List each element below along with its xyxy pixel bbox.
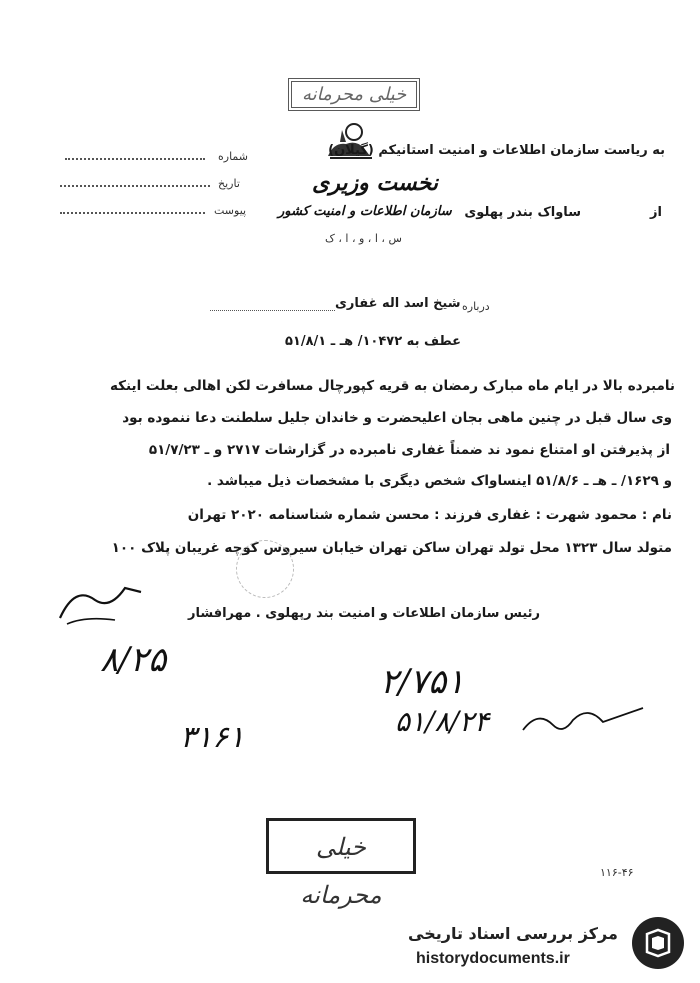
body-line-3: از پذیرفتن او امتناع نمود ند ضمناً غفاری نامبرده در گزارشات ۲۷۱۷ و ـ ۵۱/۷/۲۳ (148, 442, 670, 458)
from-prefix: از (650, 205, 662, 220)
attachment-field-line (60, 212, 205, 214)
body-line-4: و ۱۶۲۹/ ـ هـ ـ ۵۱/۸/۶ اینساواک شخص دیگری با مشخصات ذیل میباشد . (207, 473, 672, 489)
handwritten-initials-scribble (518, 700, 648, 740)
handwritten-number-left: ۳۱۶۱ (180, 720, 245, 755)
reference-code: س ، ا ، و ، ا ، ک (325, 232, 402, 245)
top-confidential-stamp: خیلی محرمانه (288, 78, 420, 111)
body-line-5: نام : محمود شهرت : غفاری فرزند : محسن شماره شناسنامه ۲۰۲۰ تهران (187, 507, 672, 523)
subject-text: شیخ اسد اله غفاری (335, 296, 461, 311)
footer-url: historydocuments.ir (416, 950, 570, 967)
recipient-line (328, 143, 665, 158)
handwritten-signature-scribble (55, 580, 145, 625)
date-field-line (60, 185, 210, 187)
subject-dots (210, 310, 335, 311)
to-prefix: به (652, 143, 665, 158)
reference-line: عطف به ۱۰۴۷۲/ هـ ـ ۵۱/۸/۱ (285, 334, 461, 349)
footer-title: مرکز بررسی اسناد تاریخی (408, 924, 618, 943)
body-line-6: متولد سال ۱۳۲۳ محل تولد تهران ساکن تهران خیابان سیروس کوچه غریبان پلاک ۱۰۰ (111, 540, 672, 556)
body-line-2: وی سال قبل در چنین ماهی بجان اعلیحضرت و خاندان جلیل سلطنت دعا ننموده بود (122, 410, 672, 426)
handwritten-date-right-bottom: ۵۱/۸/۲۴ (395, 705, 490, 738)
bottom-confidential-stamp: خیلی محرمانه (266, 818, 416, 874)
faint-seal (236, 540, 294, 598)
ministry-title: نخست وزیری (312, 170, 438, 196)
attachment-label: پیوست (214, 204, 247, 217)
page-code: ۱۱۶-۴۶ (600, 866, 634, 879)
sender-line (464, 205, 662, 220)
number-field-line (65, 158, 205, 160)
sender-text: ساواک بندر پهلوی (464, 205, 581, 220)
date-label: تاریخ (218, 177, 240, 190)
number-label: شماره (218, 150, 249, 163)
signature-line: رئیس سازمان اطلاعات و امنیت بند رپهلوی . مهرافشار (187, 606, 540, 621)
archive-logo-icon (632, 917, 684, 969)
recipient-text: ریاست سازمان اطلاعات و امنیت استانیکم (گیلان) (328, 143, 648, 158)
organization-title: سازمان اطلاعات و امنیت کشور (278, 204, 452, 219)
subject-prefix: درباره (462, 300, 490, 313)
handwritten-date-left: ۸/۲۵ (100, 640, 167, 680)
handwritten-number-right-top: ۲/۷۵۱ (380, 662, 465, 702)
body-line-1: نامبرده بالا در ایام ماه مبارک رمضان به قریه کپورچال مسافرت لکن اهالی بعلت اینکه (109, 378, 675, 394)
